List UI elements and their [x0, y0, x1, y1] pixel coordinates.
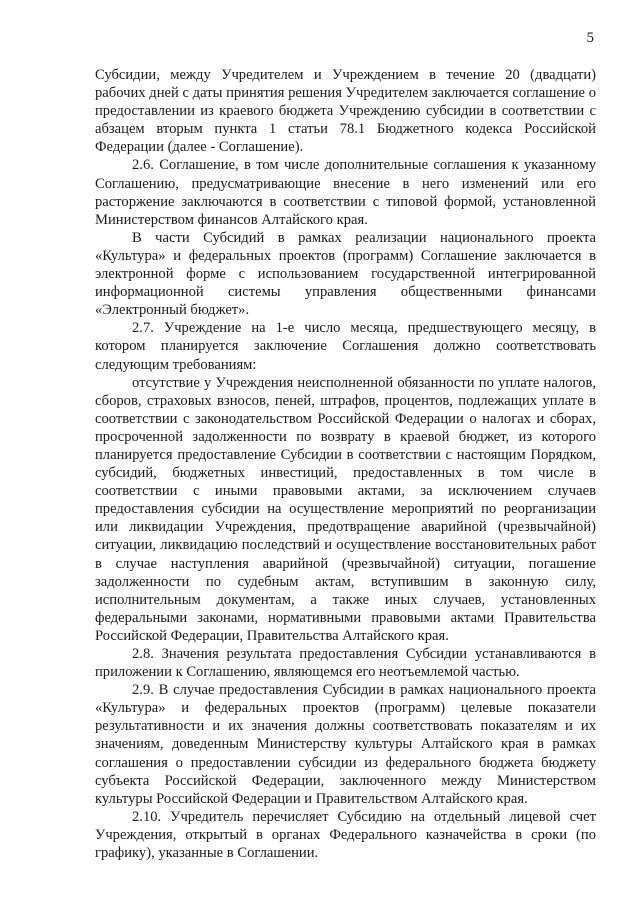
paragraph-national-project: В части Субсидий в рамках реализации национального проекта «Культура» и федеральных проектов (программ) Соглашение заключается в электронной форме с использованием государственной интегрированной информационной системы управления общественными финансами «Электронный бюджет».: [95, 229, 596, 319]
paragraph-requirements: отсутствие у Учреждения неисполненной обязанности по уплате налогов, сборов, страховых взносов, пеней, штрафов, процентов, подлежащих уплате в соответствии с законодательством Российской Федерации о налогах и сборах, просроченной задолженности по возврату в краевой бюджет, из которого планируется предоставление Субсидии в соответствии с настоящим Порядком, субсидий, бюджетных инвестиций, предоставленных в том числе в соответствии с иными правовыми актами, за исключением случаев предоставления субсидии на осуществление мероприятий по реорганизации или ликвидации Учреждения, предотвращение аварийной (чрезвычайной) ситуации, ликвидацию последствий и осуществление восстановительных работ в случае наступления аварийной (чрезвычайной) ситуации, погашение задолженности по судебным актам, вступившим в законную силу, исполнительным документам, а также иных случаев, установленных федеральными законами, нормативными правовыми актами Правительства Российской Федерации, Правительства Алтайского края.: [95, 374, 596, 644]
paragraph-2-10: 2.10. Учредитель перечисляет Субсидию на отдельный лицевой счет Учреждения, открытый в органах Федерального казначейства в сроки (по графику), указанные в Соглашении.: [95, 808, 596, 862]
paragraph-2-6: 2.6. Соглашение, в том числе дополнительные соглашения к указанному Соглашению, предусматривающие внесение в него изменений или его расторжение заключаются в соответствии с типовой формой, установленной Министерством финансов Алтайского края.: [95, 157, 596, 228]
document-body: [95, 66, 596, 862]
paragraph-2-8: 2.8. Значения результата предоставления Субсидии устанавливаются в приложении к Соглашению, являющемся его неотъемлемой частью.: [95, 646, 596, 681]
paragraph-2-7: 2.7. Учреждение на 1-е число месяца, предшествующего месяцу, в котором планируется заключение Соглашения должно соответствовать следующим требованиям:: [95, 320, 596, 373]
paragraph-subsidy-agreement: Субсидии, между Учредителем и Учреждением в течение 20 (двадцати) рабочих дней с даты принятия решения Учредителем заключается соглашение о предоставлении из краевого бюджета Учреждению субсидии в соответствии с абзацем вторым пункта 1 статьи 78.1 Бюджетного кодекса Российской Федерации (далее - Соглашение).: [95, 67, 596, 156]
paragraph-2-9: 2.9. В случае предоставления Субсидии в рамках национального проекта «Культура» и федеральных проектов (программ) целевые показатели результативности и их значения должны соответствовать показателям и их значениям, доведенным Министерству культуры Алтайского края в рамках соглашения о предоставлении субсидии из федерального бюджета бюджету субъекта Российской Федерации, заключенного между Министерством культуры Российской Федерации и Правительством Алтайского края.: [95, 682, 596, 807]
page-number: 5: [586, 30, 594, 46]
